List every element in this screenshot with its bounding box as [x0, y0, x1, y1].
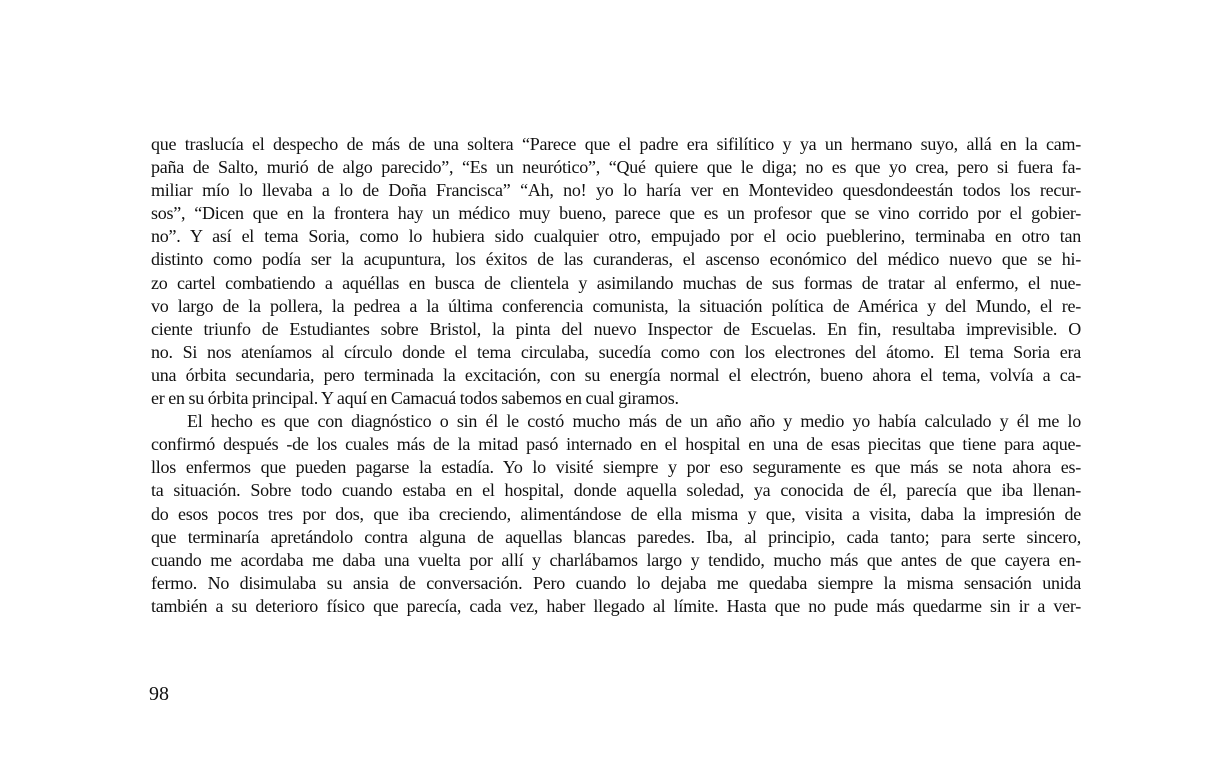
text-line: no”. Y así el tema Soria, como lo hubiera sido cualquier otro, empujado por el ocio pueblerino, terminaba en otro tan [151, 226, 1081, 247]
text-line: confirmó después -de los cuales más de la mitad pasó internado en el hospital en una de esas piecitas que tiene para aque- [151, 434, 1081, 455]
page-number: 98 [149, 683, 169, 705]
text-line: zo cartel combatiendo a aquéllas en busca de clientela y asimilando muchas de sus formas de tratar al enfermo, el nue- [151, 272, 1081, 293]
text-line: fermo. No disimulaba su ansia de conversación. Pero cuando lo dejaba me quedaba siempre la misma sensación unida [151, 572, 1081, 593]
text-line: no. Si nos ateníamos al círculo donde el tema circulaba, sucedía como con los electrones del átomo. El tema Soria era [151, 341, 1081, 362]
text-line: ta situación. Sobre todo cuando estaba en el hospital, donde aquella soledad, ya conocida de él, parecía que iba llenan- [151, 480, 1081, 501]
text-line: distinto como podía ser la acupuntura, los éxitos de las curanderas, el ascenso económico del médico nuevo que se hi- [151, 249, 1081, 270]
text-line: sos”, “Dicen que en la frontera hay un médico muy bueno, parece que es un profesor que se vino corrido por el gobier- [151, 203, 1081, 224]
text-line: vo largo de la pollera, la pedrea a la última conferencia comunista, la situación política de América y del Mundo, el re- [151, 295, 1081, 316]
text-line: cuando me acordaba me daba una vuelta por allí y charlábamos largo y tendido, mucho más que antes de que cayera en- [151, 549, 1081, 570]
text-line: también a su deterioro físico que parecía, cada vez, haber llegado al límite. Hasta que no pude más quedarme sin ir a ver- [151, 595, 1081, 616]
text-line: paña de Salto, murió de algo parecido”, “Es un neurótico”, “Qué quiere que le diga; no es que yo crea, pero si fuera fa- [151, 157, 1081, 178]
text-line: er en su órbita principal. Y aquí en Camacuá todos sabemos en cual giramos. [151, 388, 679, 409]
body-text [151, 133, 1081, 618]
text-line: llos enfermos que pueden pagarse la estadía. Yo lo visité siempre y por eso seguramente es que más se nota ahora es- [151, 457, 1081, 478]
text-line: que terminaría apretándolo contra alguna de aquellas blancas paredes. Iba, al principio, cada tanto; para serte sincero, [151, 526, 1081, 547]
text-line: que traslucía el despecho de más de una soltera “Parece que el padre era sifilítico y ya un hermano suyo, allá en la cam- [151, 134, 1081, 154]
text-line: El hecho es que con diagnóstico o sin él le costó mucho más de un año año y medio yo había calculado y él me lo [187, 411, 1081, 432]
text-line: una órbita secundaria, pero terminada la excitación, con su energía normal el electrón, bueno ahora el tema, volvía a ca- [151, 364, 1081, 385]
text-line: miliar mío lo llevaba a lo de Doña Francisca” “Ah, no! yo lo haría ver en Montevideo quesdondeestán todos los recur- [151, 180, 1081, 201]
text-line: do esos pocos tres por dos, que iba creciendo, alimentándose de ella misma y que, visita a visita, daba la impresión de [151, 503, 1081, 524]
text-line: ciente triunfo de Estudiantes sobre Bristol, la pinta del nuevo Inspector de Escuelas. En fin, resultaba imprevisible. O [151, 318, 1081, 339]
